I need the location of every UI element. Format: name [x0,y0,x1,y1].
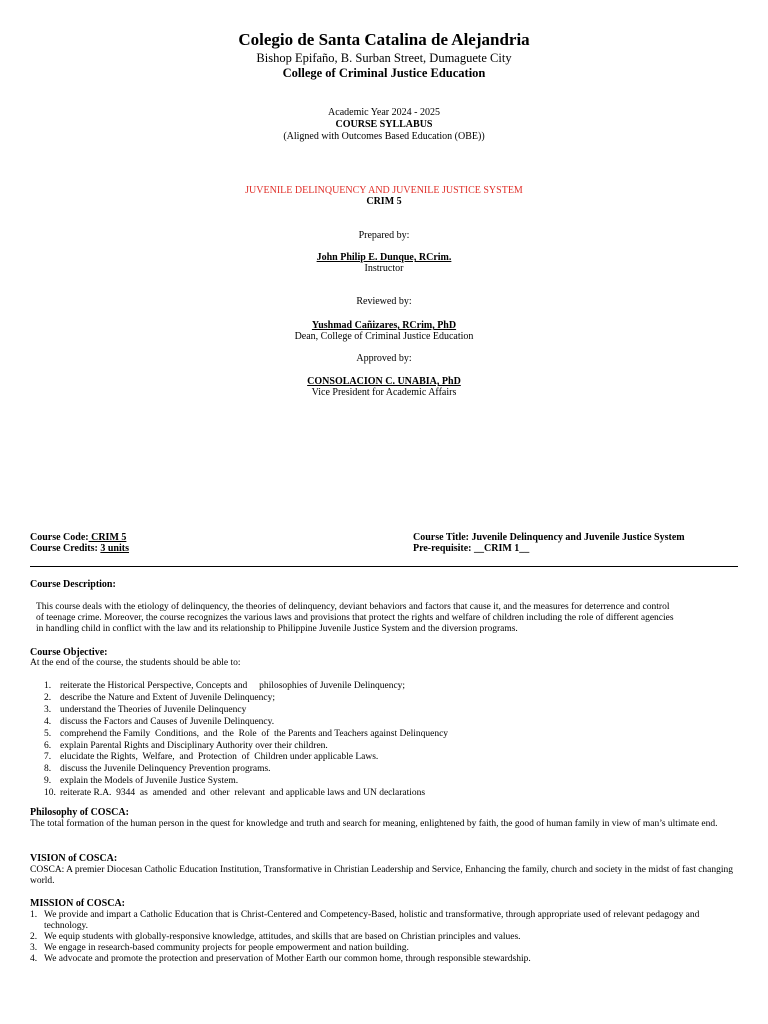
prepared-label: Prepared by: [358,230,410,241]
mission-item [30,932,740,943]
course-credits-value: 3 units [100,543,129,554]
objective-text: discuss the Factors and Causes of Juvenile Delinquency. [60,716,275,727]
mission-item [30,954,740,965]
objective-number: 5. [44,728,52,739]
objective-item [44,764,744,776]
college-name: College of Criminal Justice Education [282,66,486,80]
objective-text: discuss the Juvenile Delinquency Prevention programs. [60,764,271,775]
objective-number: 6. [44,740,52,751]
vision-heading: VISION of COSCA: [30,853,118,864]
objective-item [44,788,744,800]
description-line: in handling child in conflict with the law and its relationship to Philippine Juvenile Justice System and the diversion programs. [36,624,518,634]
objective-text: explain Parental Rights and Disciplinary Authority over their children. [60,740,328,751]
prerequisite-label: Pre-requisite: [413,543,472,554]
mission-number: 3. [30,943,38,953]
mission-text: We advocate and promote the protection and preservation of Mother Earth our common home, through responsible stewardship. [44,954,531,964]
course-code-label: Course Code: [30,532,89,543]
mission-number: 2. [30,932,38,942]
objective-item [44,729,744,741]
school-name: Colegio de Santa Catalina de Alejandria [238,30,530,49]
objective-number: 7. [44,752,52,763]
objective-item [44,752,744,764]
prerequisite-row [413,543,529,555]
course-code-heading: CRIM 5 [366,196,402,207]
philosophy-text: The total formation of the human person in the quest for knowledge and truth and search for meaning, enlightened by faith, the good of human family in view of man’s ultimate end. [30,819,718,829]
objective-item [44,705,744,717]
course-name: JUVENILE DELINQUENCY AND JUVENILE JUSTICE SYSTEM [245,185,523,196]
approved-name: CONSOLACION C. UNABIA, PhD [307,376,461,387]
mission-number: 1. [30,910,38,920]
philosophy-heading: Philosophy of COSCA: [30,807,129,818]
course-credits-row [30,543,129,555]
objective-item [44,693,744,705]
school-address: Bishop Epifaño, B. Surban Street, Dumaguete City [256,51,512,65]
mission-text: We equip students with globally-responsive knowledge, attitudes, and skills that are based on Christian principles and values. [44,932,521,942]
objective-text: comprehend the Family Conditions, and the Role of the Parents and Teachers against Delinquency [60,728,449,739]
reviewed-name: Yushmad Cañizares, RCrim, PhD [311,320,457,331]
objective-text: understand the Theories of Juvenile Delinquency [60,704,247,715]
mission-number: 4. [30,954,38,964]
description-body [36,602,736,635]
course-code-value: CRIM 5 [88,532,127,543]
course-title-value: Juvenile Delinquency and Juvenile Justice System [471,532,685,543]
objective-item [44,741,744,753]
course-title-label: Course Title: [413,532,470,543]
prepared-role: Instructor [364,263,404,274]
prerequisite-value: __CRIM 1__ [474,543,530,554]
course-credits-label: Course Credits: [30,543,98,554]
mission-text: We provide and impart a Catholic Education that is Christ-Centered and Competency-Based, holistic and transformative, through appropriate used of relevant pedagogy and technology. [44,910,700,931]
objective-item [44,717,744,729]
objective-number: 10. [44,788,56,799]
description-line: This course deals with the etiology of delinquency, the theories of delinquency, deviant behaviors and factors that cause it, and the measures for deterrence and control [36,602,670,612]
objective-item [44,681,744,693]
objective-number: 4. [44,716,52,727]
approved-role: Vice President for Academic Affairs [311,387,457,398]
description-line: of teenage crime. Moreover, the course recognizes the various laws and provisions that protect the rights and welfare of children including the role of different agencies [36,613,674,623]
academic-year: Academic Year 2024 - 2025 [328,107,440,118]
vision-text: COSCA: A premier Diocesan Catholic Education Institution, Transformative in Christian Leadership and Service, Enhancing the family, church and society in the midst of fast changing world. [30,865,734,886]
prepared-name: John Philip E. Dunque, RCrim. [316,252,452,263]
objective-number: 2. [44,692,52,703]
objective-text: elucidate the Rights, Welfare, and Protection of Children under applicable Laws. [60,752,379,763]
objective-number: 3. [44,704,52,715]
mission-heading: MISSION of COSCA: [30,898,126,909]
reviewed-role: Dean, College of Criminal Justice Education [294,331,474,342]
objective-item [44,776,744,788]
objective-heading: Course Objective: [30,647,108,658]
objective-text: reiterate the Historical Perspective, Concepts and philosophies of Juvenile Delinquency; [60,681,406,691]
divider-line [30,566,738,567]
reviewed-label: Reviewed by: [356,296,412,307]
approved-label: Approved by: [356,353,412,364]
objective-number: 9. [44,776,52,787]
obe-note: (Aligned with Outcomes Based Education (OBE)) [283,131,485,142]
description-heading: Course Description: [30,579,116,590]
mission-text: We engage in research-based community projects for people empowerment and nation building. [44,943,409,953]
objective-intro: At the end of the course, the students should be able to: [30,658,241,668]
objective-list [30,681,744,800]
objective-number: 8. [44,764,52,775]
objective-text: describe the Nature and Extent of Juvenile Delinquency; [60,692,275,703]
mission-list [30,910,740,965]
mission-item [30,943,740,954]
mission-item [30,910,740,932]
objective-number: 1. [44,681,52,691]
objective-text: reiterate R.A. 9344 as amended and other relevant and applicable laws and UN declarations [60,788,426,799]
syllabus-title: COURSE SYLLABUS [335,119,433,130]
objective-text: explain the Models of Juvenile Justice System. [60,776,239,787]
